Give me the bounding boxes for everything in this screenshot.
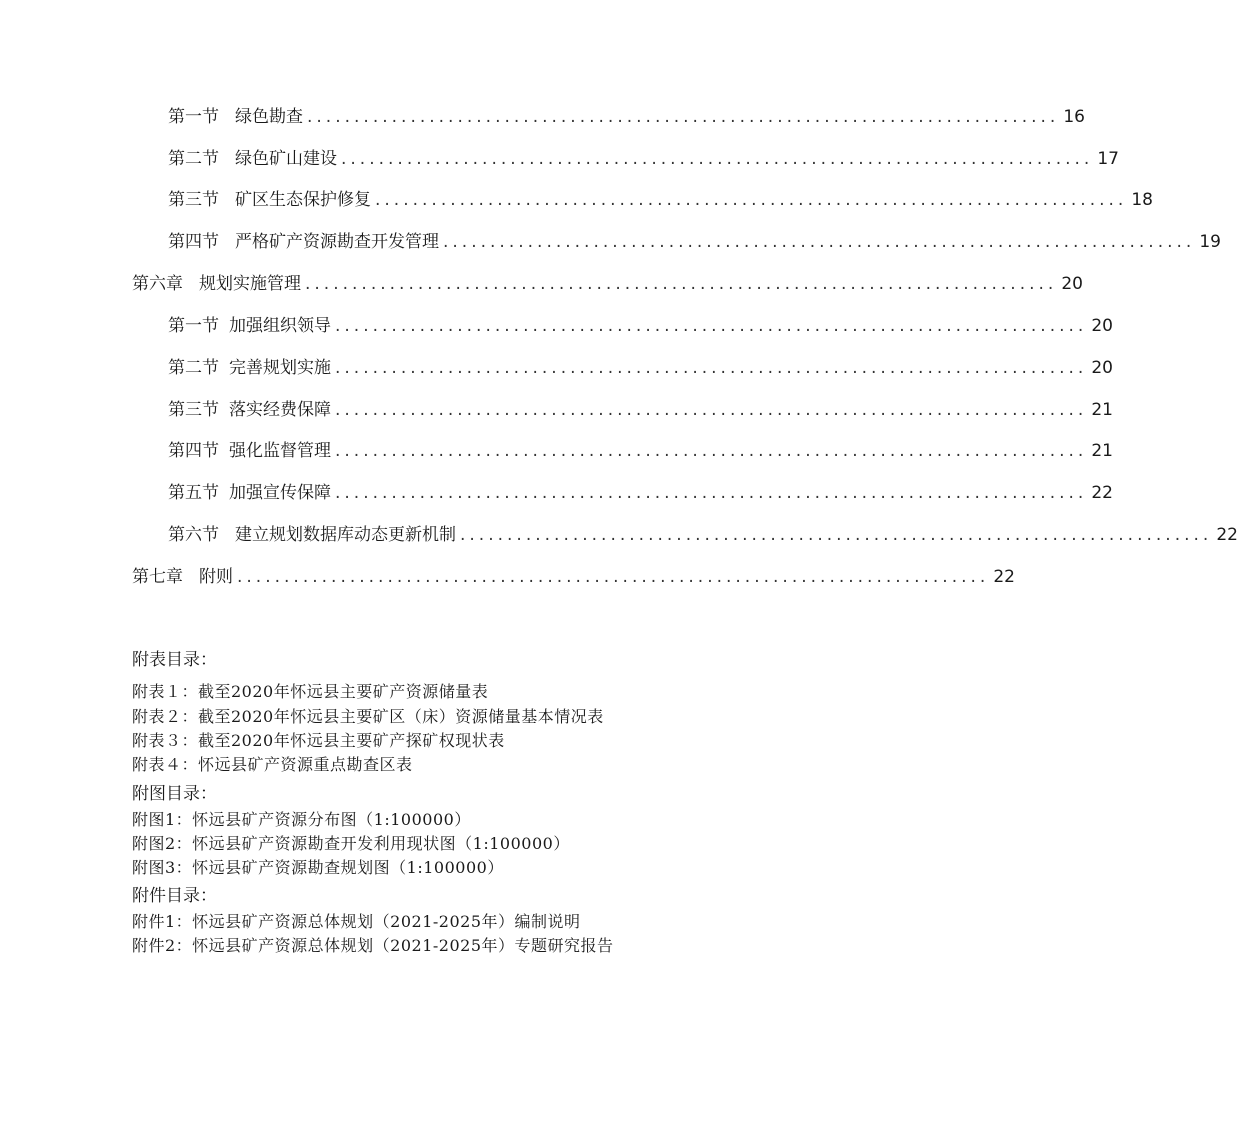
toc-title: 附则 bbox=[199, 567, 233, 587]
toc-page-number: 19 bbox=[1199, 232, 1221, 252]
toc-title: 落实经费保障 bbox=[229, 400, 331, 420]
toc-entry[interactable] bbox=[168, 397, 1113, 423]
toc-section-number: 第六节 bbox=[168, 525, 219, 545]
toc-page-number: 20 bbox=[1091, 358, 1113, 378]
toc-entry[interactable] bbox=[168, 313, 1113, 339]
toc-leader-dots: ................................................................................ bbox=[335, 358, 1088, 378]
toc-leader-dots: ................................................................................ bbox=[460, 525, 1213, 545]
toc-leader-dots: ................................................................................ bbox=[305, 274, 1058, 294]
toc-page-number: 22 bbox=[1216, 525, 1238, 545]
appendix-maps-heading: 附图目录： bbox=[132, 784, 217, 804]
appendix-table-item: 附表２：截至2020年怀远县主要矿区（床）资源储量基本情况表 bbox=[132, 707, 604, 726]
toc-leader-dots: ................................................................................ bbox=[443, 232, 1196, 252]
toc-leader-dots: ................................................................................ bbox=[335, 441, 1088, 461]
toc-page-number: 16 bbox=[1063, 107, 1085, 127]
toc-page-number: 20 bbox=[1061, 274, 1083, 294]
toc-leader-dots: ................................................................................ bbox=[341, 149, 1094, 169]
toc-leader-dots: ................................................................................ bbox=[375, 190, 1128, 210]
appendix-table-item: 附表３：截至2020年怀远县主要矿产探矿权现状表 bbox=[132, 731, 505, 750]
toc-title: 加强组织领导 bbox=[229, 316, 331, 336]
appendix-tables-heading: 附表目录： bbox=[132, 650, 217, 670]
toc-entry[interactable] bbox=[132, 564, 1015, 590]
toc-section-number: 第四节 bbox=[168, 232, 219, 252]
toc-leader-dots: ................................................................................ bbox=[335, 400, 1088, 420]
toc-entry[interactable] bbox=[168, 104, 1085, 130]
appendix-attachment-item: 附件1：怀远县矿产资源总体规划（2021-2025年）编制说明 bbox=[132, 912, 581, 931]
toc-title: 绿色矿山建设 bbox=[235, 149, 337, 169]
toc-page-number: 17 bbox=[1097, 149, 1119, 169]
toc-entry[interactable] bbox=[168, 480, 1113, 506]
toc-title: 绿色勘查 bbox=[235, 107, 303, 127]
toc-section-number: 第五节 bbox=[168, 483, 219, 503]
toc-section-number: 第一节 bbox=[168, 107, 219, 127]
toc-entry[interactable] bbox=[168, 355, 1113, 381]
toc-section-number: 第三节 bbox=[168, 190, 219, 210]
toc-page-number: 18 bbox=[1131, 190, 1153, 210]
appendix-attachment-item: 附件2：怀远县矿产资源总体规划（2021-2025年）专题研究报告 bbox=[132, 936, 614, 955]
toc-title: 矿区生态保护修复 bbox=[235, 190, 371, 210]
toc-leader-dots: ................................................................................ bbox=[335, 483, 1088, 503]
toc-title: 完善规划实施 bbox=[229, 358, 331, 378]
toc-chapter-number: 第六章 bbox=[132, 274, 183, 294]
toc-entry[interactable] bbox=[168, 229, 1221, 255]
appendix-map-item: 附图2：怀远县矿产资源勘查开发利用现状图（1:100000） bbox=[132, 834, 570, 853]
toc-section-number: 第四节 bbox=[168, 441, 219, 461]
toc-entry[interactable] bbox=[168, 146, 1119, 172]
toc-title: 严格矿产资源勘查开发管理 bbox=[235, 232, 439, 252]
toc-entry[interactable] bbox=[168, 522, 1238, 548]
toc-chapter-number: 第七章 bbox=[132, 567, 183, 587]
toc-leader-dots: ................................................................................ bbox=[335, 316, 1088, 336]
toc-page-number: 21 bbox=[1091, 441, 1113, 461]
appendix-table-item: 附表１：截至2020年怀远县主要矿产资源储量表 bbox=[132, 682, 489, 701]
toc-title: 加强宣传保障 bbox=[229, 483, 331, 503]
appendix-table-item: 附表４：怀远县矿产资源重点勘查区表 bbox=[132, 755, 413, 774]
toc-page-number: 20 bbox=[1091, 316, 1113, 336]
toc-title: 规划实施管理 bbox=[199, 274, 301, 294]
toc-leader-dots: ................................................................................ bbox=[307, 107, 1060, 127]
toc-section-number: 第二节 bbox=[168, 149, 219, 169]
appendix-map-item: 附图3：怀远县矿产资源勘查规划图（1:100000） bbox=[132, 858, 504, 877]
toc-section-number: 第三节 bbox=[168, 400, 219, 420]
toc-page-number: 21 bbox=[1091, 400, 1113, 420]
toc-title: 强化监督管理 bbox=[229, 441, 331, 461]
toc-leader-dots: ................................................................................ bbox=[237, 567, 990, 587]
toc-page-number: 22 bbox=[993, 567, 1015, 587]
appendix-map-item: 附图1：怀远县矿产资源分布图（1:100000） bbox=[132, 810, 471, 829]
toc-title: 建立规划数据库动态更新机制 bbox=[235, 525, 456, 545]
toc-section-number: 第一节 bbox=[168, 316, 219, 336]
toc-entry[interactable] bbox=[168, 438, 1113, 464]
toc-entry[interactable] bbox=[132, 271, 1083, 297]
toc-entry[interactable] bbox=[168, 187, 1153, 213]
appendix-attachments-heading: 附件目录： bbox=[132, 886, 217, 906]
toc-section-number: 第二节 bbox=[168, 358, 219, 378]
toc-page-number: 22 bbox=[1091, 483, 1113, 503]
